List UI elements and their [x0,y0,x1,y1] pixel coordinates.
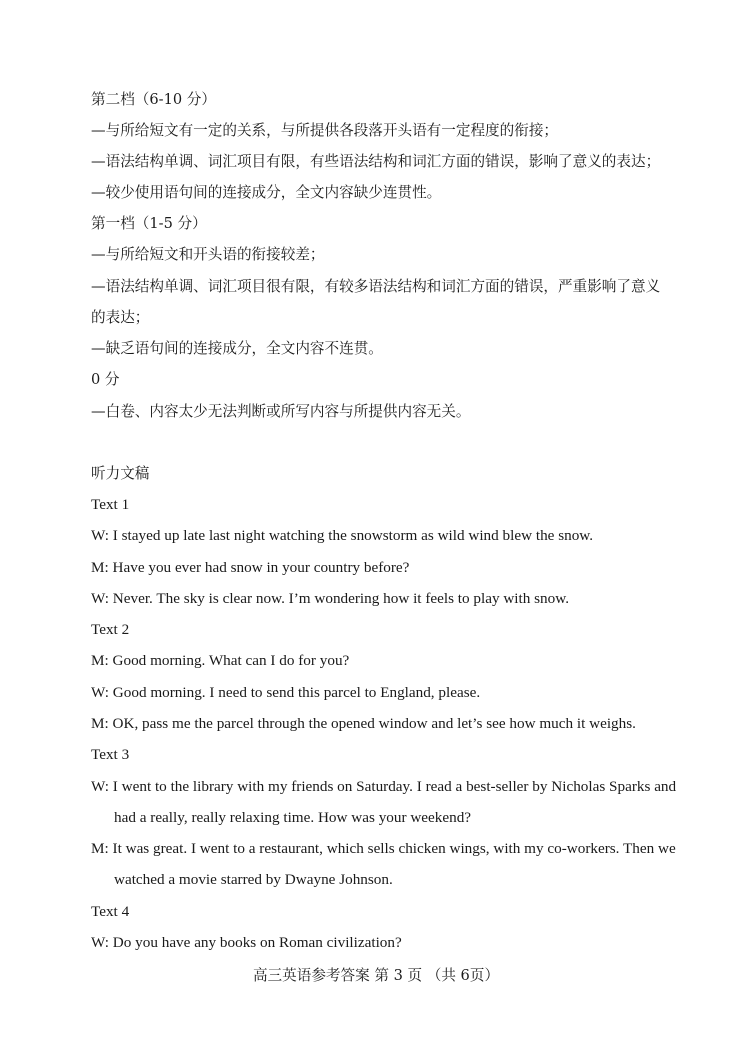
page-footer: 高三英语参考答案 第 3 页 （共 6页） [252,967,500,984]
tier2-item-3: —较少使用语句间的连接成分，全文内容缺少连贯性。 [91,184,442,201]
text4-line-1: W: Do you have any books on Roman civilization? [91,934,402,951]
text4-label: Text 4 [91,903,130,920]
text3-line-2-continued: watched a movie starred by Dwayne Johnson. [114,871,393,888]
tier2-item-2: —语法结构单调、词汇项目有限，有些语法结构和词汇方面的错误，影响了意义的表达； [91,153,661,170]
text2-label: Text 2 [91,621,130,638]
text2-line-3: M: OK, pass me the parcel through the opened window and let’s see how much it weighs. [91,715,636,732]
text3-line-1: W: I went to the library with my friends on Saturday. I read a best-seller by Nicholas Sparks and [91,778,677,795]
text1-label: Text 1 [91,496,130,513]
tier1-item-2: —语法结构单调、词汇项目很有限，有较多语法结构和词汇方面的错误，严重影响了意义 [91,278,661,295]
text3-line-2: M: It was great. I went to a restaurant, which sells chicken wings, with my co-workers. Then we [91,840,676,857]
transcript-title: 听力文稿 [91,465,150,482]
tier2-title: 第二档（6-10 分） [91,91,216,108]
tier1-title: 第一档（1-5 分） [91,215,207,232]
text3-label: Text 3 [91,746,130,763]
text2-line-1: M: Good morning. What can I do for you? [91,652,350,669]
text1-line-3: W: Never. The sky is clear now. I’m wondering how it feels to play with snow. [91,590,570,607]
tier1-item-1: —与所给短文和开头语的衔接较差； [91,246,325,263]
text2-line-2: W: Good morning. I need to send this parcel to England, please. [91,684,481,701]
text1-line-2: M: Have you ever had snow in your country before? [91,559,410,576]
tier0-title: 0 分 [91,371,120,388]
tier1-item-3: —缺乏语句间的连接成分，全文内容不连贯。 [91,340,383,357]
tier0-item-1: —白卷、内容太少无法判断或所写内容与所提供内容无关。 [91,403,471,420]
tier1-item-2-continued: 的表达； [91,309,150,326]
tier2-item-1: —与所给短文有一定的关系，与所提供各段落开头语有一定程度的衔接； [91,122,559,139]
text3-line-1-continued: had a really, really relaxing time. How was your weekend? [114,809,472,826]
text1-line-1: W: I stayed up late last night watching the snowstorm as wild wind blew the snow. [91,527,594,544]
